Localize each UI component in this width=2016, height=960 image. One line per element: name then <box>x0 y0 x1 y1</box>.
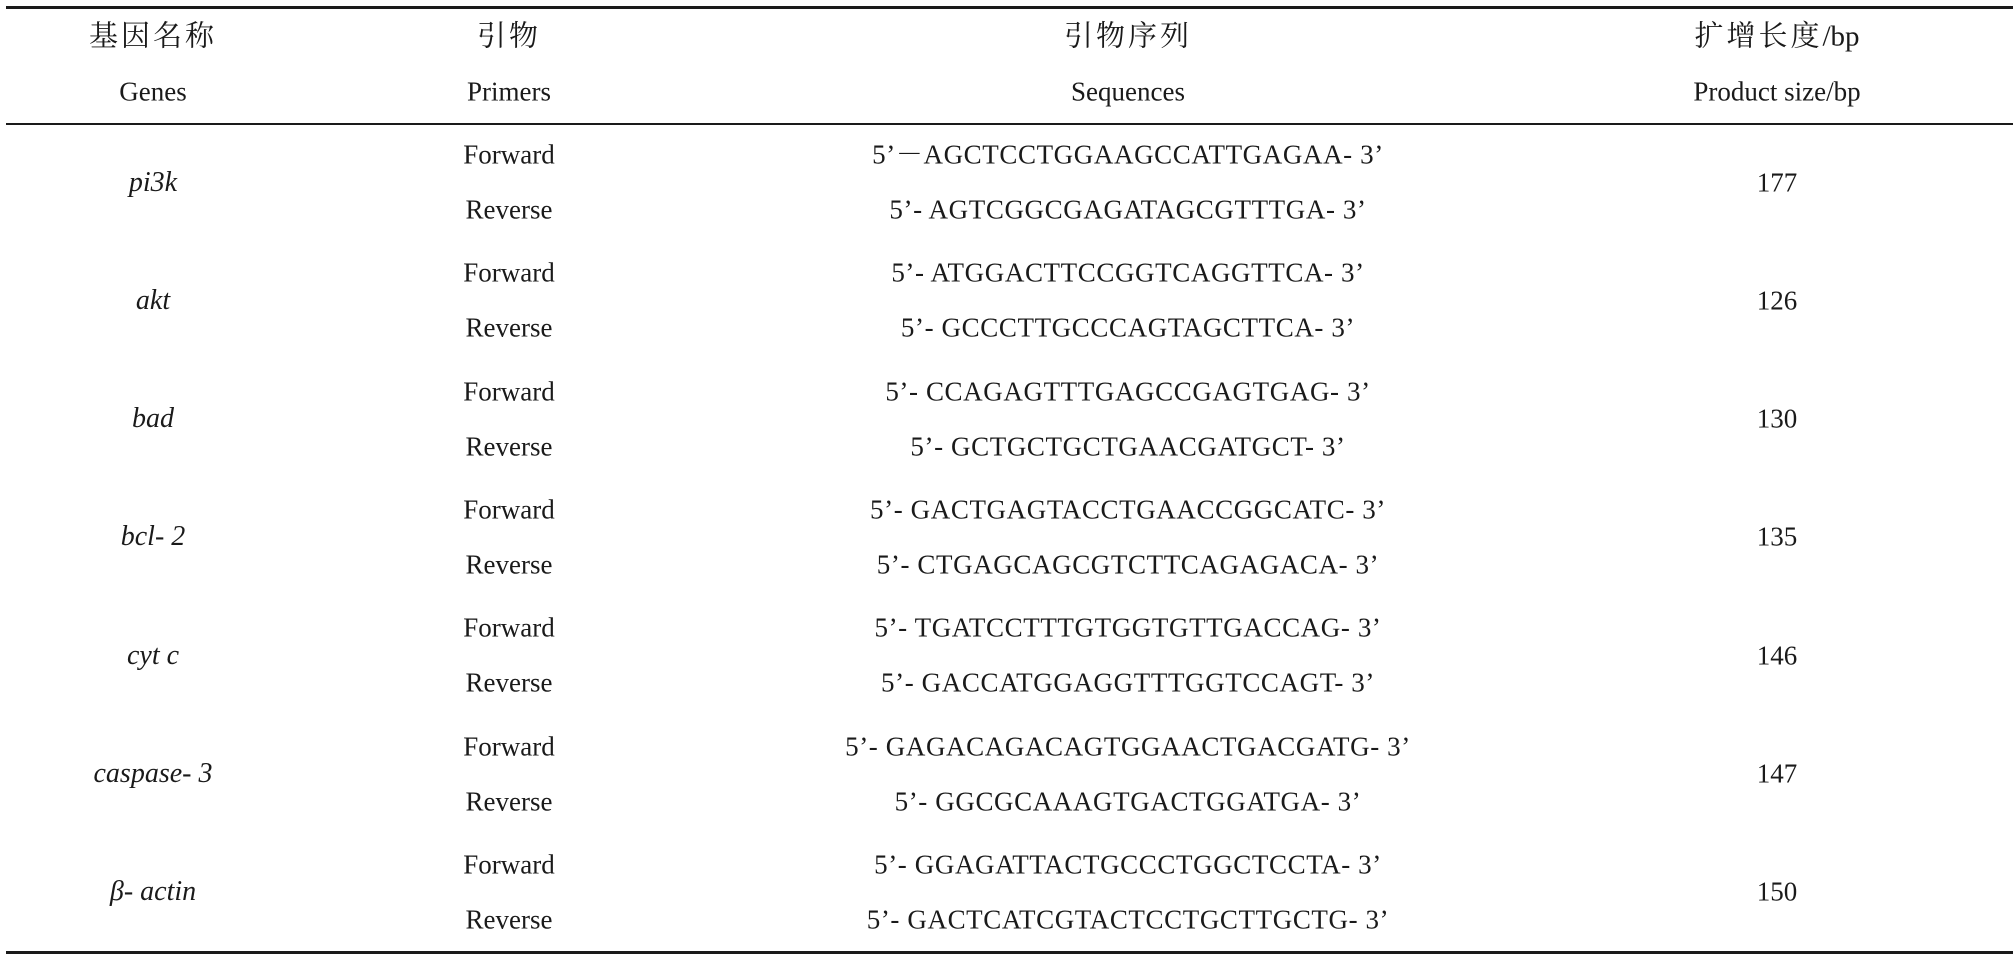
gene-name: caspase- 3 <box>93 758 213 789</box>
gene-name: akt <box>135 284 171 316</box>
primer-forward-label: Forward <box>463 139 555 170</box>
product-size: 126 <box>1756 285 1798 316</box>
header-product-size-cn-unit: /bp <box>1822 20 1860 53</box>
reverse-sequence: 5’- GGCGCAAAGTGACTGGATGA- 3’ <box>894 786 1362 816</box>
forward-sequence: 5’－AGCTCCTGGAAGCCATTGAGAA- 3’ <box>872 139 1384 170</box>
table-top-rule <box>6 6 2013 9</box>
forward-sequence: 5’- GGAGATTACTGCCCTGGCTCCTA- 3’ <box>874 849 1382 880</box>
gene-name: pi3k <box>128 166 178 198</box>
table-header-rule <box>6 123 2013 125</box>
product-size: 146 <box>1756 640 1798 671</box>
header-sequences-en: Sequences <box>1071 76 1185 107</box>
header-product-size-cn-text: 扩增长度 <box>1694 20 1823 53</box>
forward-sequence: 5’- ATGGACTTCCGGTCAGGTTCA- 3’ <box>891 257 1365 288</box>
header-product-size-cn <box>1694 20 1860 53</box>
product-size: 150 <box>1756 876 1798 907</box>
reverse-sequence: 5’- AGTCGGCGAGATAGCGTTTGA- 3’ <box>889 194 1367 225</box>
header-product-size-en: Product size/bp <box>1693 76 1861 107</box>
gene-name: bad <box>132 403 174 435</box>
reverse-sequence: 5’- GCTGCTGCTGAACGATGCT- 3’ <box>910 431 1346 462</box>
primer-reverse-label: Reverse <box>465 549 553 580</box>
product-size: 130 <box>1756 403 1798 434</box>
gene-name: bcl- 2 <box>120 521 186 553</box>
gene-name: β- actin <box>109 876 197 908</box>
product-size: 177 <box>1756 167 1798 197</box>
forward-sequence: 5’- GACTGAGTACCTGAACCGGCATC- 3’ <box>870 494 1386 525</box>
primer-forward-label: Forward <box>463 612 555 643</box>
table-bottom-rule <box>6 951 2013 954</box>
product-size: 135 <box>1756 521 1798 552</box>
reverse-sequence: 5’- GACTCATCGTACTCCTGCTTGCTG- 3’ <box>866 904 1390 935</box>
header-genes-cn: 基因名称 <box>88 20 218 53</box>
primer-reverse-label: Reverse <box>465 904 553 935</box>
primer-reverse-label: Reverse <box>465 667 553 698</box>
header-primers-cn: 引物 <box>476 20 542 53</box>
primer-reverse-label: Reverse <box>465 786 553 816</box>
reverse-sequence: 5’- GACCATGGAGGTTTGGTCCAGT- 3’ <box>881 667 1375 698</box>
primer-reverse-label: Reverse <box>465 312 553 343</box>
header-sequences-cn: 引物序列 <box>1063 20 1193 53</box>
primer-forward-label: Forward <box>463 731 555 761</box>
primer-reverse-label: Reverse <box>465 194 553 225</box>
primer-forward-label: Forward <box>463 849 555 880</box>
reverse-sequence: 5’- GCCCTTGCCCAGTAGCTTCA- 3’ <box>900 312 1356 343</box>
primer-reverse-label: Reverse <box>465 431 553 462</box>
forward-sequence: 5’- TGATCCTTTGTGGTGTTGACCAG- 3’ <box>874 612 1382 643</box>
primer-forward-label: Forward <box>463 494 555 525</box>
primer-forward-label: Forward <box>463 376 555 407</box>
header-genes-en: Genes <box>119 76 187 107</box>
gene-name: cyt c <box>126 639 180 671</box>
forward-sequence: 5’- CCAGAGTTTGAGCCGAGTGAG- 3’ <box>885 376 1371 407</box>
header-primers-en: Primers <box>467 76 551 107</box>
product-size: 147 <box>1756 758 1798 789</box>
primer-forward-label: Forward <box>463 257 555 288</box>
reverse-sequence: 5’- CTGAGCAGCGTCTTCAGAGACA- 3’ <box>876 549 1380 580</box>
forward-sequence: 5’- GAGACAGACAGTGGAACTGACGATG- 3’ <box>845 731 1411 761</box>
